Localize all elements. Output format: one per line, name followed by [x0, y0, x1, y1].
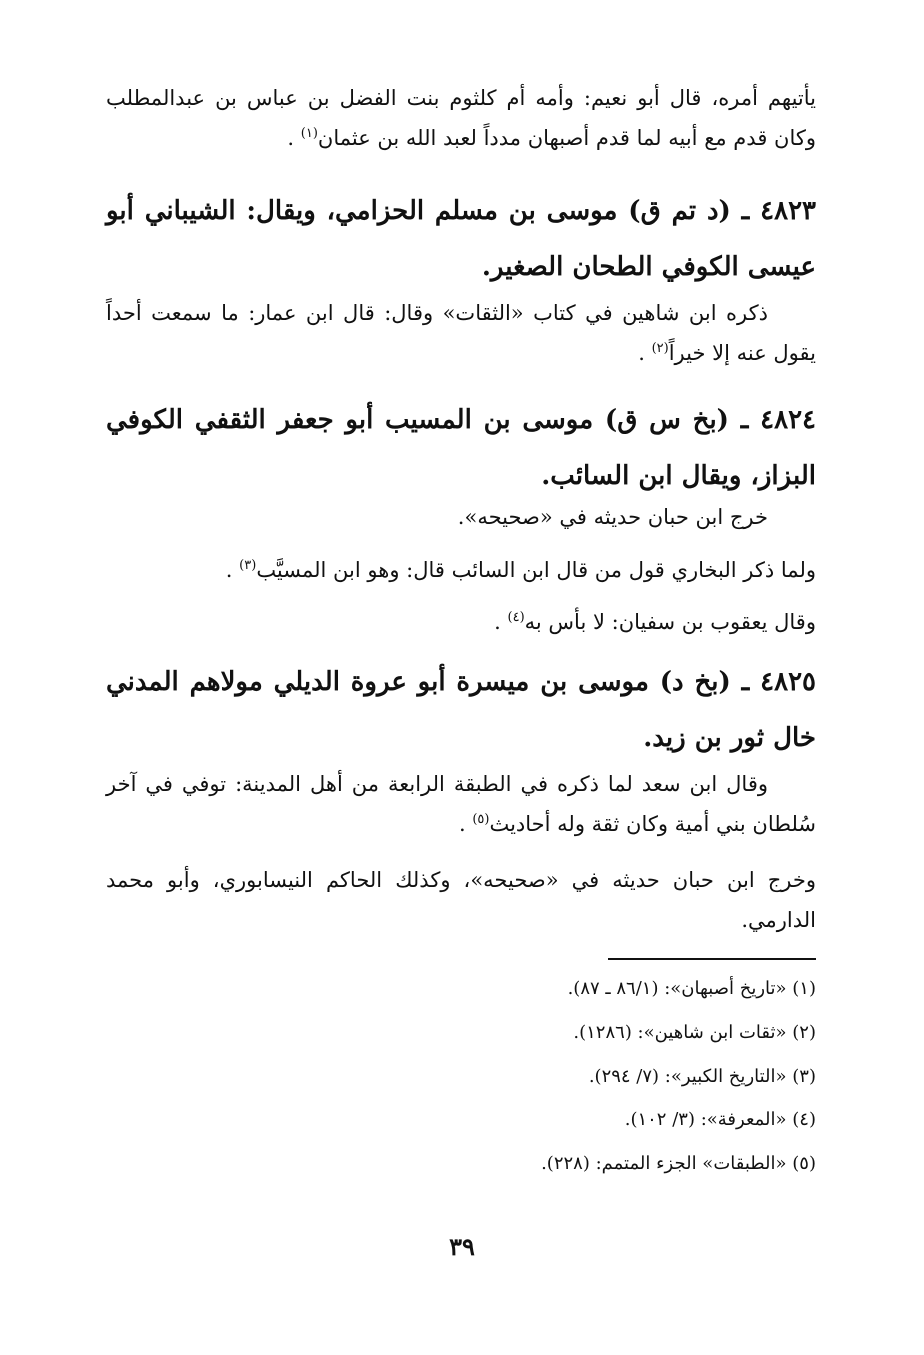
paragraph-4823-text: ذكره ابن شاهين في كتاب «الثقات» وقال: قال ابن عمار: ما سمعت أحداً يقول عنه إلا خيراً$^{(٢)}$ .: [106, 301, 816, 365]
entry-heading-4824: ٤٨٢٤ ـ (بخ س ق) موسى بن المسيب أبو جعفر الثقفي الكوفي البزاز، ويقال ابن السائب.: [106, 405, 816, 491]
footnote-ref-2: (٢): [651, 341, 669, 356]
entry-heading-4825: ٤٨٢٥ ـ (بخ د) موسى بن ميسرة أبو عروة الديلي مولاهم المدني خال ثور بن زيد.: [106, 667, 816, 753]
paragraph-4824-ibn-hibban: خرج ابن حبان حديثه في «صحيحه».: [457, 505, 768, 529]
footnote-ref-3: (٣): [239, 558, 257, 573]
footnote-2: (٢) «ثقات ابن شاهين»: (١٢٨٦).: [573, 1022, 816, 1043]
paragraph-continuation: يأتيهم أمره، قال أبو نعيم: وأمه أم كلثوم بنت الفضل بن عباس بن عبدالمطلب وكان قدم مع أبيه لما قدم أصبهان مدداً لعبد الله بن عثمان$^{(١)}$ .: [106, 86, 816, 150]
footnote-ref-1: (١): [300, 126, 318, 141]
footnote-4: (٤) «المعرفة»: (٣/ ١٠٢).: [624, 1109, 816, 1130]
paragraph-4825-ibn-saad: وقال ابن سعد لما ذكره في الطبقة الرابعة من أهل المدينة: توفي في آخر سُلطان بني أمية وكان ثقة وله أحاديث$^{(٥)}$ .: [106, 772, 816, 836]
paragraph-4825-ibn-hibban: وخرج ابن حبان حديثه في «صحيحه»، وكذلك الحاكم النيسابوري، وأبو محمد الدارمي.: [106, 868, 816, 932]
entry-heading-4823: ٤٨٢٣ ـ (د تم ق) موسى بن مسلم الحزامي، ويقال: الشيباني أبو عيسى الكوفي الطحان الصغير.: [106, 196, 816, 282]
paragraph-4824-yaqub: وقال يعقوب بن سفيان: لا بأس به$^{(٤)}$ .: [494, 610, 816, 634]
footnote-ref-5: (٥): [472, 812, 490, 827]
footnote-separator: [608, 958, 816, 960]
footnote-ref-4: (٤): [507, 610, 525, 625]
page-number: ٣٩: [449, 1232, 475, 1261]
paragraph-4824-bukhari: ولما ذكر البخاري قول من قال ابن السائب قال: وهو ابن المسيَّب$^{(٣)}$ .: [225, 558, 816, 582]
footnote-1: (١) «تاريخ أصبهان»: (٨٦/١ ـ ٨٧).: [567, 978, 816, 999]
footnote-5: (٥) «الطبقات» الجزء المتمم: (٢٢٨).: [541, 1153, 816, 1174]
footnote-3: (٣) «التاريخ الكبير»: (٧/ ٢٩٤).: [588, 1066, 816, 1087]
